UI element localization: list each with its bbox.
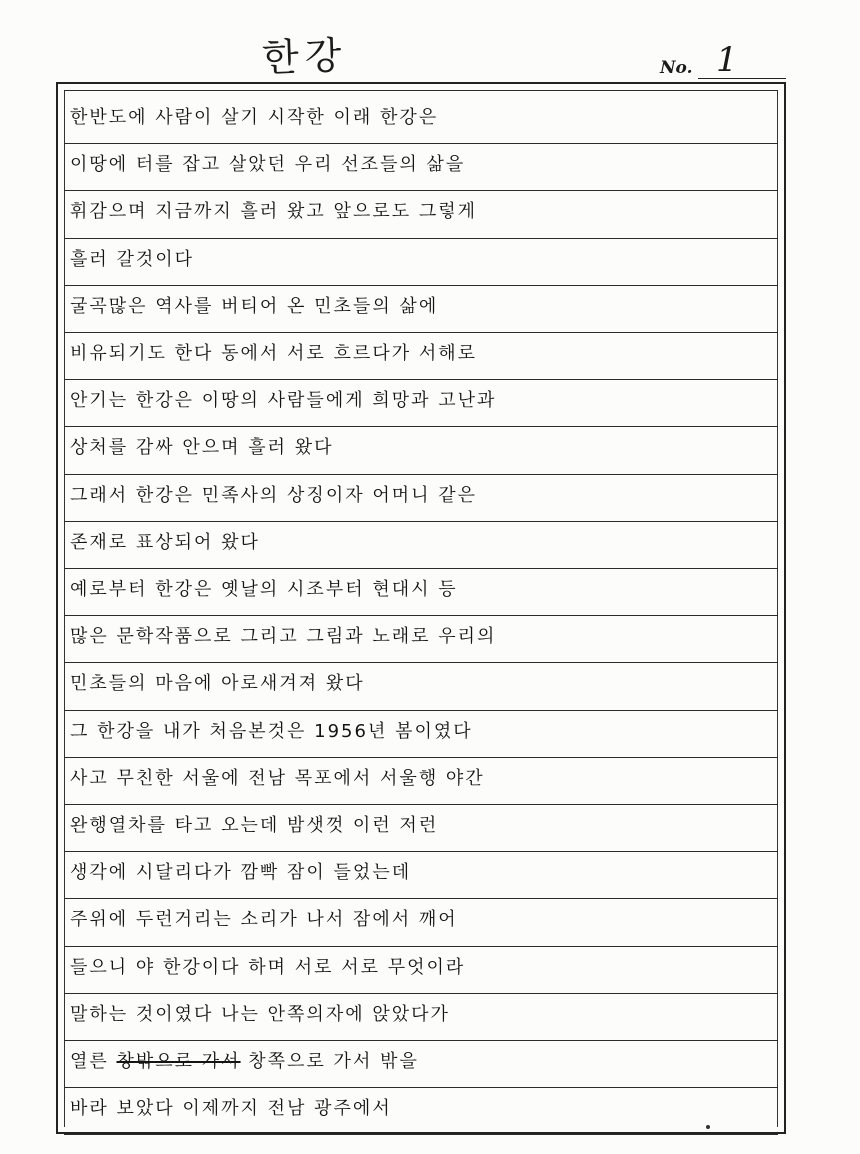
handwritten-line: 한반도에 사람이 살기 시작한 이래 한강은 xyxy=(70,107,439,128)
handwritten-line: 민초들의 마음에 아로새겨져 왔다 xyxy=(70,673,365,695)
page-title: 한강 xyxy=(261,33,349,81)
handwritten-line: 존재로 표상되어 왔다 xyxy=(70,531,260,553)
page-number-block xyxy=(660,40,790,84)
handwritten-line: 열른 창밖으로 가서 창쪽으로 가서 밖을 xyxy=(70,1051,419,1072)
handwritten-line: 완행열차를 타고 오는데 밤샛껏 이런 저런 xyxy=(70,815,439,836)
handwritten-line: 주위에 두런거리는 소리가 나서 잠에서 깨어 xyxy=(70,909,458,931)
handwritten-line: 이땅에 터를 잡고 살았던 우리 선조들의 삶을 xyxy=(70,154,466,176)
handwritten-line: 굴곡많은 역사를 버티어 온 민초들의 삶에 xyxy=(70,295,439,317)
handwritten-line: 안기는 한강은 이땅의 사람들에게 희망과 고난과 xyxy=(70,390,497,412)
handwritten-line: 바라 보았다 이제까지 전남 광주에서 xyxy=(70,1098,392,1120)
handwritten-line: 그 한강을 내가 처음본것은 1956년 봄이였다 xyxy=(70,720,473,742)
handwritten-line: 비유되기도 한다 동에서 서로 흐르다가 서해로 xyxy=(70,343,477,364)
handwritten-line: 흘러 갈것이다 xyxy=(70,248,195,270)
handwritten-line: 많은 문학작품으로 그리고 그림과 노래로 우리의 xyxy=(70,626,497,648)
handwritten-line: 말하는 것이였다 나는 안쪽의자에 앉았다가 xyxy=(70,1003,450,1025)
ruled-line xyxy=(64,90,778,91)
struck-out-text: 창밖으로 가서 xyxy=(116,1051,241,1072)
handwritten-line: 예로부터 한강은 옛날의 시조부터 현대시 등 xyxy=(70,579,458,600)
handwritten-line: 사고 무친한 서울에 전남 목포에서 서울행 야간 xyxy=(70,767,485,789)
page-number-underline xyxy=(698,78,786,79)
handwritten-line: 상처를 감싸 안으며 흘러 왔다 xyxy=(70,437,334,459)
handwritten-line: 생각에 시달리다가 깜빡 잠이 들었는데 xyxy=(70,862,412,884)
handwritten-line: 그래서 한강은 민족사의 상징이자 어머니 같은 xyxy=(70,484,477,506)
handwritten-line: 들으니 야 한강이다 하며 서로 서로 무엇이라 xyxy=(70,956,466,978)
handwritten-line: 휘감으며 지금까지 흘러 왔고 앞으로도 그렇게 xyxy=(70,201,477,223)
page-number-label: No. xyxy=(660,58,693,78)
page-number-value: 1 xyxy=(716,40,738,80)
